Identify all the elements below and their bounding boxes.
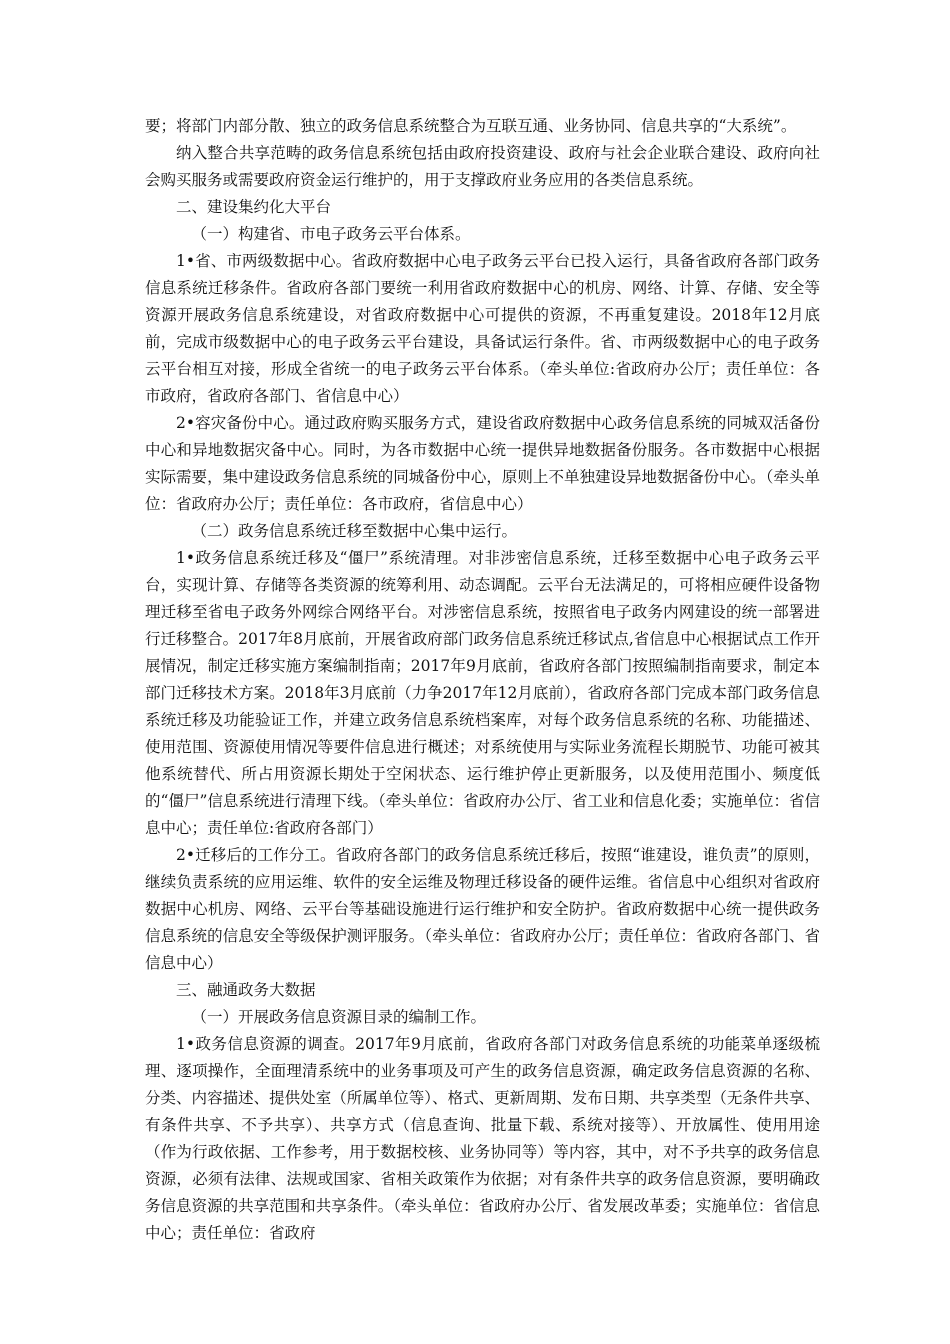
subsection-heading-catalog: （一）开展政务信息资源目录的编制工作。 [191, 1008, 487, 1026]
paragraph-data-centers: 1•省、市两级数据中心。省政府数据中心电子政务云平台已投入运行，具备省政府各部门政务信息系统迁移条件。省政府各部门要统一利用省政府数据中心的机房、网络、计算、存储、安全等资源开展政务信息系统建设，对省政府数据中心可提供的资源，不再重复建设。2018年12月底前，完成市级数据中心的电子政务云平台建设，具备试运行条件。省、市两级数据中心的电子政务云平台相互对接，形成全省统一的电子政务云平台体系。（牵头单位:省政府办公厅；责任单位：各市政府，省政府各部门、省信息中心） [145, 252, 820, 405]
section-heading-big-data: 三、融通政务大数据 [176, 981, 316, 999]
document-body [145, 113, 820, 1247]
paragraph-continuation: 要；将部门内部分散、独立的政务信息系统整合为互联互通、业务协同、信息共享的“大系统”。 [145, 117, 797, 135]
paragraph-resource-survey: 1•政务信息资源的调查。2017年9月底前，省政府各部门对政务信息系统的功能菜单逐级梳理、逐项操作，全面理清系统中的业务事项及可产生的政务信息资源，确定政务信息资源的名称、分类、内容描述、提供处室（所属单位等）、格式、更新周期、发布日期、共享类型（无条件共享、有条件共享、不予共享）、共享方式（信息查询、批量下载、系统对接等）、开放属性、使用用途（作为行政依据、工作参考，用于数据校核、业务协同等）等内容，其中，对不予共享的政务信息资源，必须有法律、法规或国家、省相关政策作为依据；对有条件共享的政务信息资源，要明确政务信息资源的共享范围和共享条件。（牵头单位：省政府办公厅、省发展改革委；实施单位：省信息中心；责任单位：省政府 [145, 1035, 820, 1242]
paragraph-system-migration: 1•政务信息系统迁移及“僵尸”系统清理。对非涉密信息系统，迁移至数据中心电子政务云平台，实现计算、存储等各类资源的统筹利用、动态调配。云平台无法满足的，可将相应硬件设备物理迁移至省电子政务外网综合网络平台。对涉密信息系统，按照省电子政务内网建设的统一部署进行迁移整合。2017年8月底前，开展省政府部门政务信息系统迁移试点,省信息中心根据试点工作开展情况，制定迁移实施方案编制指南；2017年9月底前，省政府各部门按照编制指南要求，制定本部门迁移技术方案。2018年3月底前（力争2017年12月底前），省政府各部门完成本部门政务信息系统迁移及功能验证工作，并建立政务信息系统档案库，对每个政务信息系统的名称、功能描述、使用范围、资源使用情况等要件信息进行概述；对系统使用与实际业务流程长期脱节、功能可被其他系统替代、所占用资源长期处于空闲状态、运行维护停止更新服务，以及使用范围小、频度低的“僵尸”信息系统进行清理下线。（牵头单位：省政府办公厅、省工业和信息化委；实施单位：省信息中心；责任单位:省政府各部门） [145, 549, 820, 837]
paragraph-post-migration: 2•迁移后的工作分工。省政府各部门的政务信息系统迁移后，按照“谁建设，谁负责”的原则，继续负责系统的应用运维、软件的安全运维及物理迁移设备的硬件运维。省信息中心组织对省政府数据中心机房、网络、云平台等基础设施进行运行维护和安全防护。省政府数据中心统一提供政务信息系统的信息安全等级保护测评服务。（牵头单位：省政府办公厅；责任单位：省政府各部门、省信息中心） [145, 846, 820, 972]
paragraph-integration-scope: 纳入整合共享范畴的政务信息系统包括由政府投资建设、政府与社会企业联合建设、政府向社会购买服务或需要政府资金运行维护的，用于支撑政府业务应用的各类信息系统。 [145, 144, 820, 189]
paragraph-disaster-backup: 2•容灾备份中心。通过政府购买服务方式，建设省政府数据中心政务信息系统的同城双活备份中心和异地数据灾备中心。同时，为各市数据中心统一提供异地数据备份服务。各市数据中心根据实际需要，集中建设政务信息系统的同城备份中心，原则上不单独建设异地数据备份中心。（牵头单位：省政府办公厅；责任单位：各市政府，省信息中心） [145, 414, 820, 513]
subsection-heading-migration: （二）政务信息系统迁移至数据中心集中运行。 [191, 522, 518, 540]
section-heading-platform: 二、建设集约化大平台 [176, 198, 332, 216]
subsection-heading-cloud: （一）构建省、市电子政务云平台体系。 [191, 225, 471, 243]
